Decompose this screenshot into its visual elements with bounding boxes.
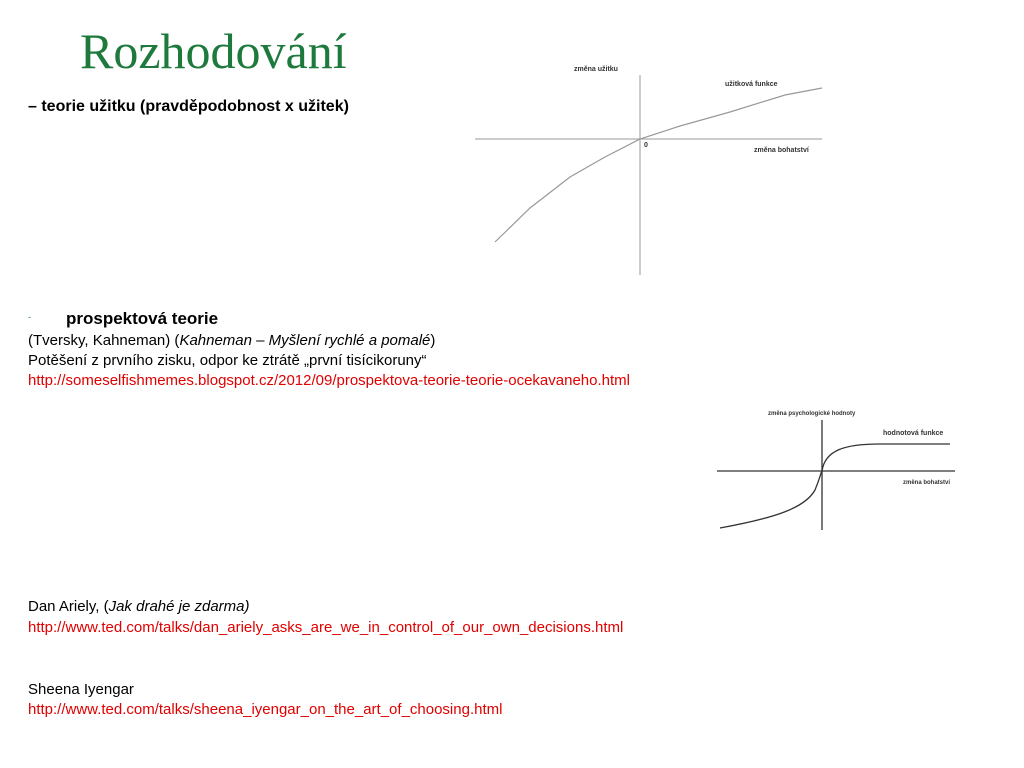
authors-suffix: )	[430, 332, 436, 349]
slide-title: Rozhodování	[80, 23, 347, 79]
value-x-axis-label: změna bohatství	[903, 480, 951, 486]
value-curve-label: hodnotová funkce	[883, 430, 944, 437]
utility-x-axis-label: změna bohatství	[754, 147, 809, 154]
iyengar-line: Sheena Iyengar	[28, 681, 134, 698]
ariely-book: Jak drahé je zdarma)	[108, 598, 250, 615]
ariely-line	[28, 598, 250, 616]
iyengar-ted-link[interactable]: http://www.ted.com/talks/sheena_iyengar_on_the_art_of_choosing.html	[28, 701, 503, 718]
bullet-heading: prospektová teorie	[66, 309, 219, 328]
ariely-ted-link[interactable]: http://www.ted.com/talks/dan_ariely_asks_are_we_in_control_of_our_own_decisions.html	[28, 619, 624, 636]
bullet-marker: -	[28, 312, 31, 322]
utility-curve	[495, 88, 822, 242]
utility-function-chart	[470, 55, 840, 285]
prospect-theory-link[interactable]: http://someselfishmemes.blogspot.cz/2012/09/prospektova-teorie-teorie-ocekavaneho.html	[28, 372, 630, 389]
pleasure-line: Potěšení z prvního zisku, odpor ke ztrátě „první tisícikoruny“	[28, 352, 427, 369]
ariely-prefix: Dan Ariely, (	[28, 598, 109, 615]
slide-subtitle: – teorie užitku (pravděpodobnost x užitek)	[28, 98, 349, 115]
authors-line	[28, 332, 435, 350]
utility-curve-label: užitková funkce	[725, 81, 778, 88]
value-y-axis-label: změna psychologické hodnoty	[768, 411, 856, 417]
value-curve	[720, 444, 950, 528]
value-function-chart	[705, 390, 970, 540]
utility-y-axis-label: změna užitku	[574, 66, 618, 73]
authors-book: Kahneman – Myšlení rychlé a pomalé	[179, 332, 431, 349]
authors-prefix: (Tversky, Kahneman) (	[28, 332, 180, 349]
utility-origin-label: 0	[644, 142, 648, 149]
